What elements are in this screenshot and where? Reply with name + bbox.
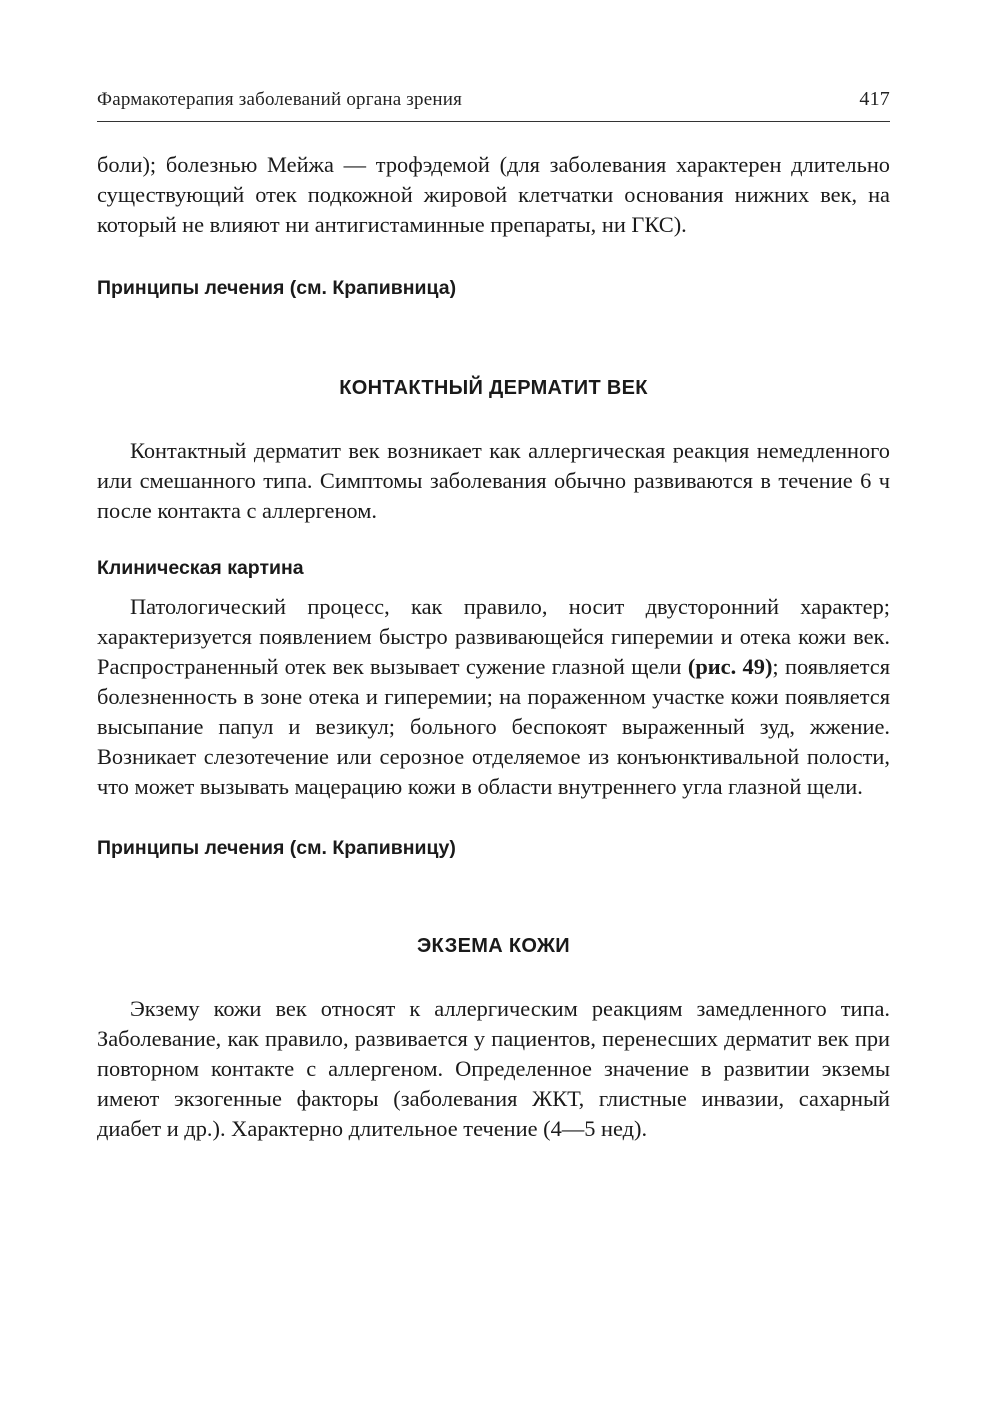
treatment-principles-heading-2: Принципы лечения (см. Крапивницу) [97, 837, 456, 859]
contact-dermatitis-intro: Контактный дерматит век возникает как аллергическая реакция немедленного или смешанного типа. Симптомы заболевания обычно развиваются в течение 6 ч после контакта с аллергеном. [97, 438, 890, 523]
figure-reference: (рис. 49) [687, 654, 773, 679]
section-title-eczema: ЭКЗЕМА КОЖИ [417, 935, 570, 957]
continued-paragraph: боли); болезнью Мейжа — трофэдемой (для заболевания характерен длительно существующий отек подкожной жировой клетчатки основания нижних век, на который не влияют ни антигистаминные препараты, ни ГКС). [97, 152, 890, 237]
page-number: 417 [859, 88, 890, 110]
clinical-picture-paragraph [97, 592, 890, 802]
eczema-intro: Экзему кожи век относят к аллергическим реакциям замедленного типа. Заболевание, как правило, развивается у пациентов, перенесших дерматит век при повторном контакте с аллергеном. Определенное значение в развитии экземы имеют экзогенные факторы (заболевания ЖКТ, глистные инвазии, сахарный диабет и др.). Характерно длительное течение (4—5 нед). [97, 996, 890, 1141]
running-header [97, 88, 890, 122]
running-title: Фармакотерапия заболеваний органа зрения [97, 89, 463, 110]
section-title-contact-dermatitis: КОНТАКТНЫЙ ДЕРМАТИТ ВЕК [339, 377, 648, 399]
book-page [97, 88, 890, 1144]
treatment-principles-heading-1: Принципы лечения (см. Крапивница) [97, 277, 457, 299]
clinical-picture-heading: Клиническая картина [97, 557, 304, 579]
clinical-text-after: ; появляется болезненность в зоне отека и гиперемии; на пораженном участке кожи появляется высыпание папул и везикул; больного беспокоят выраженный зуд, жжение. Возникает слезотечение или серозное отделяемое из конъюнктивальной полости, что может вызывать мацерацию кожи в области внутреннего угла глазной щели. [97, 654, 890, 799]
clinical-text-before: Патологический процесс, как правило, носит двусторонний характер; характеризуется появлением быстро развивающейся гиперемии и отека кожи век. Распространенный отек век вызывает сужение глазной щели [97, 594, 890, 679]
